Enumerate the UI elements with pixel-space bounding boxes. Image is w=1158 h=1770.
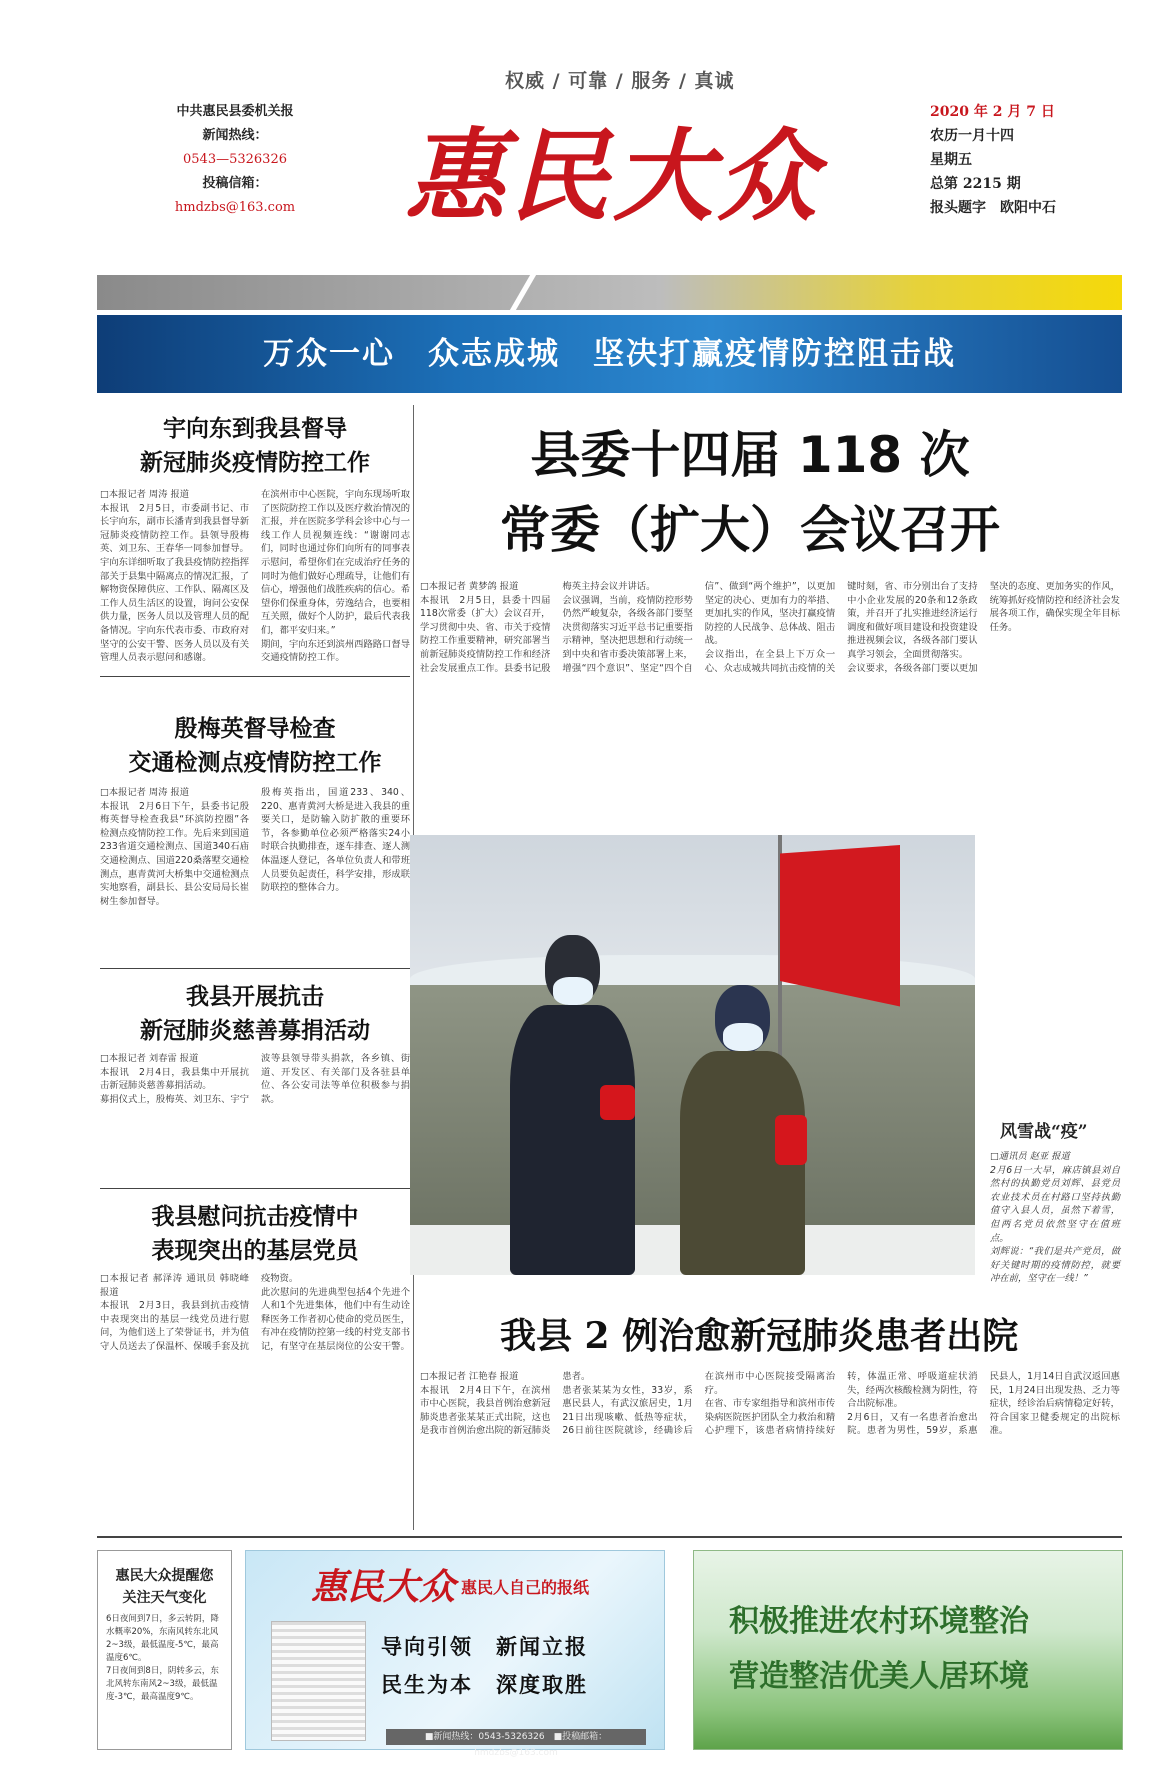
divider (100, 968, 410, 969)
weekday: 星期五 (930, 152, 972, 168)
article4-headline (100, 1200, 410, 1268)
article1-body: □本报记者 周涛 报道 本报讯 2月5日，市委副书记、市长宇向东，副市长潘青到我县督导新冠肺炎疫情防控工作。县领导殷梅英、刘卫东、王春华一同参加督导。 宇向东详细听取了我县疫情防控指挥部关于县集中隔离点的情况汇报，了解物资保障供应、工作队、隔离区及工作人员生活区的设置，询问公安保供力量，医务人员以及管理人员的配备情况。宇向东代表市委、市政府对坚守的公安干警、医务人员以及有关管理人员表示慰问和感谢。 在滨州市中心医院，宇向东现场听取了医院防控工作以及医疗救治情况的汇报，并在医院多学科会诊中心与一线工作人员视频连线：“谢谢同志们，同时也通过你们向所有的同事表示慰问，希望你们在完成治疗任务的同时为他们做好心理疏导，让他们有信心，增强他们战胜疾病的信心。希望你们保重身体，劳逸结合，也要相互关照，做好个人防护，最后代表我们，都平安归来。” 期间，宇向东还到滨州西路路口督导交通疫情防控工作。 (100, 489, 410, 664)
article3-title-line1: 我县开展抗击 (186, 983, 324, 1010)
main-story-body: □本报记者 黄梦鸽 报道 本报讯 2月5日，县委十四届118次常委（扩大）会议召开，学习贯彻中央、省、市关于疫情防控工作重要精神，研究部署当前新冠肺炎疫情防控工作和经济社会发展重点工作。县委书记殷梅英主持会议并讲话。 会议强调，当前，疫情防控形势仍然严峻复杂，各级各部门要坚决贯彻落实习近平总书记重要指示精神，坚决把思想和行动统一到中央和省市委决策部署上来，增强“四个意识”、坚定“四个自信”、做到“两个维护”，以更加坚定的决心、更加有力的举措、更加扎实的作风，坚决打赢疫情防控的人民战争、总体战、阻击战。 会议指出，在全县上下万众一心、众志成城共同抗击疫情的关键时刻，省、市分别出台了支持中小企业发展的20条和12条政策，并召开了扎实推进经济运行调度和做好项目建设和投资建设推进视频会议，各级各部门要认真学习领会，全面贯彻落实。 会议要求，各级各部门要以更加坚决的态度、更加务实的作风，统筹抓好疫情防控和经济社会发展各项工作，确保实现全年目标任务。 (420, 581, 1120, 674)
email-label: 投稿信箱： (202, 176, 268, 191)
main-title-line2: 常委（扩大）会议召开 (500, 501, 1000, 559)
weather-body: 6日夜间到7日，多云转阴，降水概率20%，东南风转东北风2~3级，最低温度-5℃，最高温度6℃。 7日夜间到8日，阴转多云，东北风转东南风2~3级，最低温度-3℃，最高温度9℃。 (106, 1614, 219, 1702)
ad2-line1: 积极推进农村环境整治 (729, 1604, 1029, 1639)
ad-logo: 惠民大众 (311, 1566, 456, 1608)
weather-title-line1: 惠民大众提醒您 (115, 1568, 214, 1584)
hotline: 0543—5326326 (183, 152, 287, 167)
calligraphy-credit: 报头题字 欧阳中石 (930, 200, 1056, 216)
hotline-label: 新闻热线： (202, 128, 268, 143)
weather-title-line2: 关注天气变化 (122, 1590, 207, 1606)
story2-body: □本报记者 江艳春 报道 本报讯 2月4日下午，在滨州市中心医院，我县首例治愈新冠肺炎患者张某某正式出院，这也是我市首例治愈出院的新冠肺炎患者。 患者张某某为女性，33岁，系惠民县人，有武汉旅居史，1月21日出现咳嗽、低热等症状，26日前往医院就诊，经确诊后在滨州市中心医院接受隔离治疗。 在省、市专家组指导和滨州市传染病医院医护团队全力救治和精心护理下，该患者病情持续好转，体温正常、呼吸道症状消失，经两次核酸检测为阴性，符合出院标准。 2月6日，又有一名患者治愈出院。患者为男性，59岁，系惠民县人，1月14日自武汉返回惠民，1月24日出现发热、乏力等症状，经诊治后病情稳定好转，符合国家卫健委规定的出院标准。 (420, 1371, 1120, 1437)
red-armband (600, 1085, 635, 1120)
lunar-date: 农历一月十四 (930, 128, 1014, 144)
ad-tagline: 惠民人自己的报纸 (461, 1578, 590, 1597)
divider (100, 676, 410, 677)
person-right (675, 985, 810, 1275)
face-mask (553, 977, 593, 1005)
article3-body: □本报记者 刘春雷 报道 本报讯 2月4日，我县集中开展抗击新冠肺炎慈善募捐活动。 募捐仪式上，殷梅英、刘卫东、宇宁波等县领导带头捐款，各乡镇、街道、开发区、有关部门及各驻县单位、各公安司法等单位积极参与捐款。 (100, 1053, 410, 1105)
face-mask (723, 1023, 763, 1051)
photo-caption-title: 风雪战“疫” (1000, 1122, 1088, 1142)
newspaper-stack (271, 1621, 366, 1741)
article1-headline (100, 412, 410, 480)
black-coat (510, 1005, 635, 1275)
article1-title-line1: 宇向东到我县督导 (163, 415, 347, 442)
article3-headline (100, 980, 410, 1048)
slogan: 权威 / 可靠 / 服务 / 真诚 (505, 70, 735, 92)
article2-body: □本报记者 周涛 报道 本报讯 2月6日下午，县委书记殷梅英督导检查我县“环滨防控圈”各检测点疫情防控工作。先后来到国道233省道交通检测点、国道340石庙交通检测点、国道220桑落墅交通检测点，惠青黄河大桥集中交通检测点实地察看，副县长、县公安局局长崔树生参加督导。 殷梅英指出，国道233、340、220、惠青黄河大桥是进入我县的重要关口，是防输入防扩散的重要环节，各参勤单位必须严格落实24小时联合执勤排查，逐车排查、逐人测体温逐人登记，各单位负责人和带班人员要负起责任，科学安排，形成联防联控的整体合力。 (100, 787, 410, 907)
divider (97, 1536, 1122, 1538)
article2-title-line1: 殷梅英督导检查 (174, 715, 336, 742)
masthead-info-right (930, 100, 1056, 220)
ad2-line2: 营造整洁优美人居环境 (729, 1659, 1029, 1694)
article4-title-line1: 我县慰问抗击疫情中 (151, 1203, 359, 1230)
article2-title-line2: 交通检测点疫情防控工作 (128, 749, 382, 776)
main-headline (440, 418, 1060, 568)
email: hmdzbs@163.com (174, 200, 296, 215)
article4-body: □本报记者 郝泽涛 通讯员 韩晓峰 报道 本报讯 2月3日，我县到抗击疫情中表现突出的基层一线党员进行慰问，为他们送上了荣誉证书，并为值守人员送去了保温杯、保暖手套及抗疫物资。 此次慰问的先进典型包括4个先进个人和1个先进集体，他们中有生动诠释医务工作者初心使命的党员医生，有冲在疫情防控第一线的村党支部书记，有坚守在基层岗位的公安干警。 (100, 1273, 410, 1352)
issue-number: 总第 2215 期 (930, 176, 1021, 192)
red-armband (775, 1115, 807, 1165)
ad-slogan-line1: 导向引领 新闻立报 (381, 1635, 588, 1659)
ad-footer: ■新闻热线：0543-5326326 ■投稿邮箱：hmdzbs@163.com (386, 1729, 646, 1745)
article1-title-line2: 新冠肺炎疫情防控工作 (140, 449, 370, 476)
ad-slogan-line2: 民生为本 深度取胜 (381, 1673, 588, 1697)
issue-date: 2020 年 2 月 7 日 (930, 104, 1055, 120)
newspaper-ad (245, 1550, 665, 1758)
main-title-line1: 县委十四届 118 次 (530, 426, 970, 484)
decorative-bar (97, 275, 1122, 310)
masthead-info-left (160, 100, 310, 220)
photo-caption-body: □通讯员 赵亚 报道 2月6日一大早，麻店镇县刘自然村的执勤党员刘辉、县党员农业技术员在村路口坚持执勤值守入县人员，虽然下着雪，但两名党员依然坚守在值班点。 刘辉说：“我们是共产党员，做好关键时期的疫情防控，就要冲在前，坚守在一线！” (990, 1151, 1120, 1285)
newspaper-logo: 惠民大众 (405, 117, 821, 235)
environment-ad (693, 1550, 1123, 1750)
weather-box (97, 1550, 232, 1750)
divider (100, 1188, 410, 1189)
publisher: 中共惠民县委机关报 (176, 104, 294, 119)
article4-title-line2: 表现突出的基层党员 (151, 1237, 359, 1264)
news-photo (410, 835, 975, 1275)
person-left (505, 935, 640, 1275)
banner-slogan: 万众一心 众志成城 坚决打赢疫情防控阻击战 (97, 315, 1122, 393)
weather-title (98, 1565, 231, 1609)
article3-title-line2: 新冠肺炎慈善募捐活动 (140, 1017, 370, 1044)
article2-headline (100, 712, 410, 780)
story2-headline: 我县 2 例治愈新冠肺炎患者出院 (500, 1315, 1019, 1357)
